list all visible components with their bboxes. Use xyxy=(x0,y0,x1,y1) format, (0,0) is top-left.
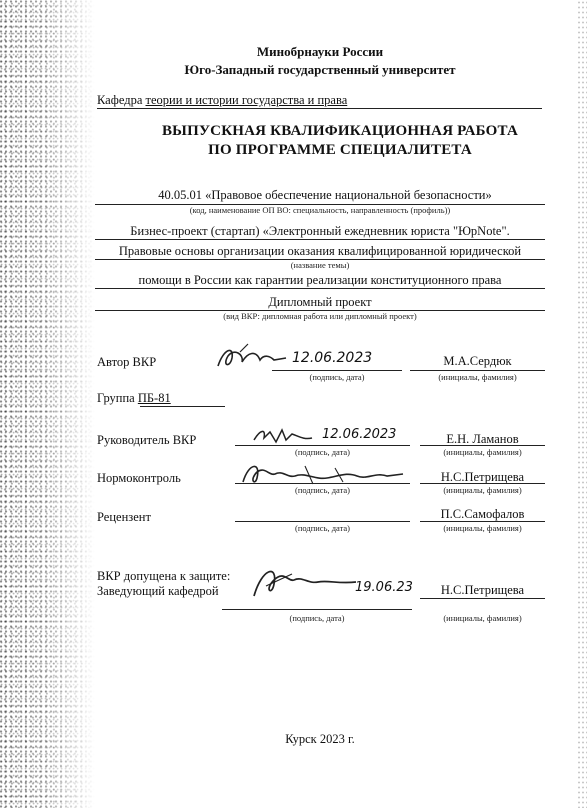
topic-line1: Бизнес-проект (стартап) «Электронный ежедневник юриста "ЮрNote". xyxy=(130,224,510,238)
head-sign-caption: (подпись, дата) xyxy=(289,613,345,623)
supervisor-date: 12.06.2023 xyxy=(322,427,397,442)
group-value: ПБ-81 xyxy=(137,391,171,405)
program-caption: (код, наименование ОП ВО: специальность, направленность (профиль)) xyxy=(189,205,451,215)
department-line xyxy=(97,93,347,108)
head-name-underline xyxy=(420,598,545,599)
reviewer-name-underline xyxy=(420,521,545,522)
reviewer-label: Рецензент xyxy=(97,510,151,524)
group-underline xyxy=(140,406,225,407)
head-sign-underline xyxy=(222,609,412,610)
author-name: М.А.Сердюк xyxy=(443,354,512,368)
author-sign-underline xyxy=(272,370,402,371)
head-signature xyxy=(248,562,363,604)
university-name: Юго-Западный государственный университет xyxy=(184,62,456,77)
supervisor-sign-underline xyxy=(235,445,410,446)
document-title-line2: ПО ПРОГРАММЕ СПЕЦИАЛИТЕТА xyxy=(208,142,472,158)
work-type-value: Дипломный проект xyxy=(268,295,372,309)
department-name: теории и истории государства и права xyxy=(145,93,348,107)
scan-noise-right xyxy=(577,0,587,808)
department-underline xyxy=(97,108,542,109)
topic-underline3 xyxy=(95,288,545,289)
supervisor-name: Е.Н. Ламанов xyxy=(446,432,519,446)
normcontrol-label: Нормоконтроль xyxy=(97,471,181,485)
supervisor-sign-caption: (подпись, дата) xyxy=(294,447,350,457)
head-name: Н.С.Петрищева xyxy=(440,583,525,597)
topic-underline1 xyxy=(95,239,545,240)
normcontrol-name-underline xyxy=(420,483,545,484)
topic-caption: (название темы) xyxy=(290,260,350,270)
topic-line2: Правовые основы организации оказания квалифицированной юридической xyxy=(118,244,522,258)
program-code-name: 40.05.01 «Правовое обеспечение национальной безопасности» xyxy=(158,188,492,202)
author-label: Автор ВКР xyxy=(97,355,157,369)
city-year: Курск 2023 г. xyxy=(285,732,355,746)
author-name-caption: (инициалы, фамилия) xyxy=(438,372,517,382)
reviewer-sign-underline xyxy=(235,521,410,522)
normcontrol-name-caption: (инициалы, фамилия) xyxy=(443,485,522,495)
author-sign-caption: (подпись, дата) xyxy=(309,372,365,382)
author-name-underline xyxy=(410,370,545,371)
department-label: Кафедра xyxy=(97,93,143,107)
normcontrol-sign-caption: (подпись, дата) xyxy=(294,485,350,495)
author-signature xyxy=(212,340,292,374)
reviewer-name-caption: (инициалы, фамилия) xyxy=(443,523,522,533)
document-title-line1: ВЫПУСКНАЯ КВАЛИФИКАЦИОННАЯ РАБОТА xyxy=(161,123,519,139)
topic-line3: помощи в России как гарантии реализации конституционного права xyxy=(138,273,502,287)
normcontrol-sign-underline xyxy=(235,483,410,484)
normcontrol-name: Н.С.Петрищева xyxy=(440,470,525,484)
group-label: Группа xyxy=(97,391,135,405)
supervisor-label: Руководитель ВКР xyxy=(97,433,197,447)
ministry-name: Минобрнауки России xyxy=(256,44,384,59)
author-date: 12.06.2023 xyxy=(292,350,373,366)
admission-line2: Заведующий кафедрой xyxy=(97,584,219,598)
group-line xyxy=(97,391,171,406)
head-name-caption: (инициалы, фамилия) xyxy=(443,613,522,623)
admission-line1: ВКР допущена к защите: xyxy=(97,569,231,583)
head-date: 19.06.23 xyxy=(355,580,413,595)
scan-noise-left xyxy=(0,0,95,808)
supervisor-name-underline xyxy=(420,445,545,446)
work-type-caption: (вид ВКР: дипломная работа или дипломный проект) xyxy=(223,311,417,321)
supervisor-name-caption: (инициалы, фамилия) xyxy=(443,447,522,457)
reviewer-sign-caption: (подпись, дата) xyxy=(294,523,350,533)
reviewer-name: П.С.Самофалов xyxy=(440,507,525,521)
